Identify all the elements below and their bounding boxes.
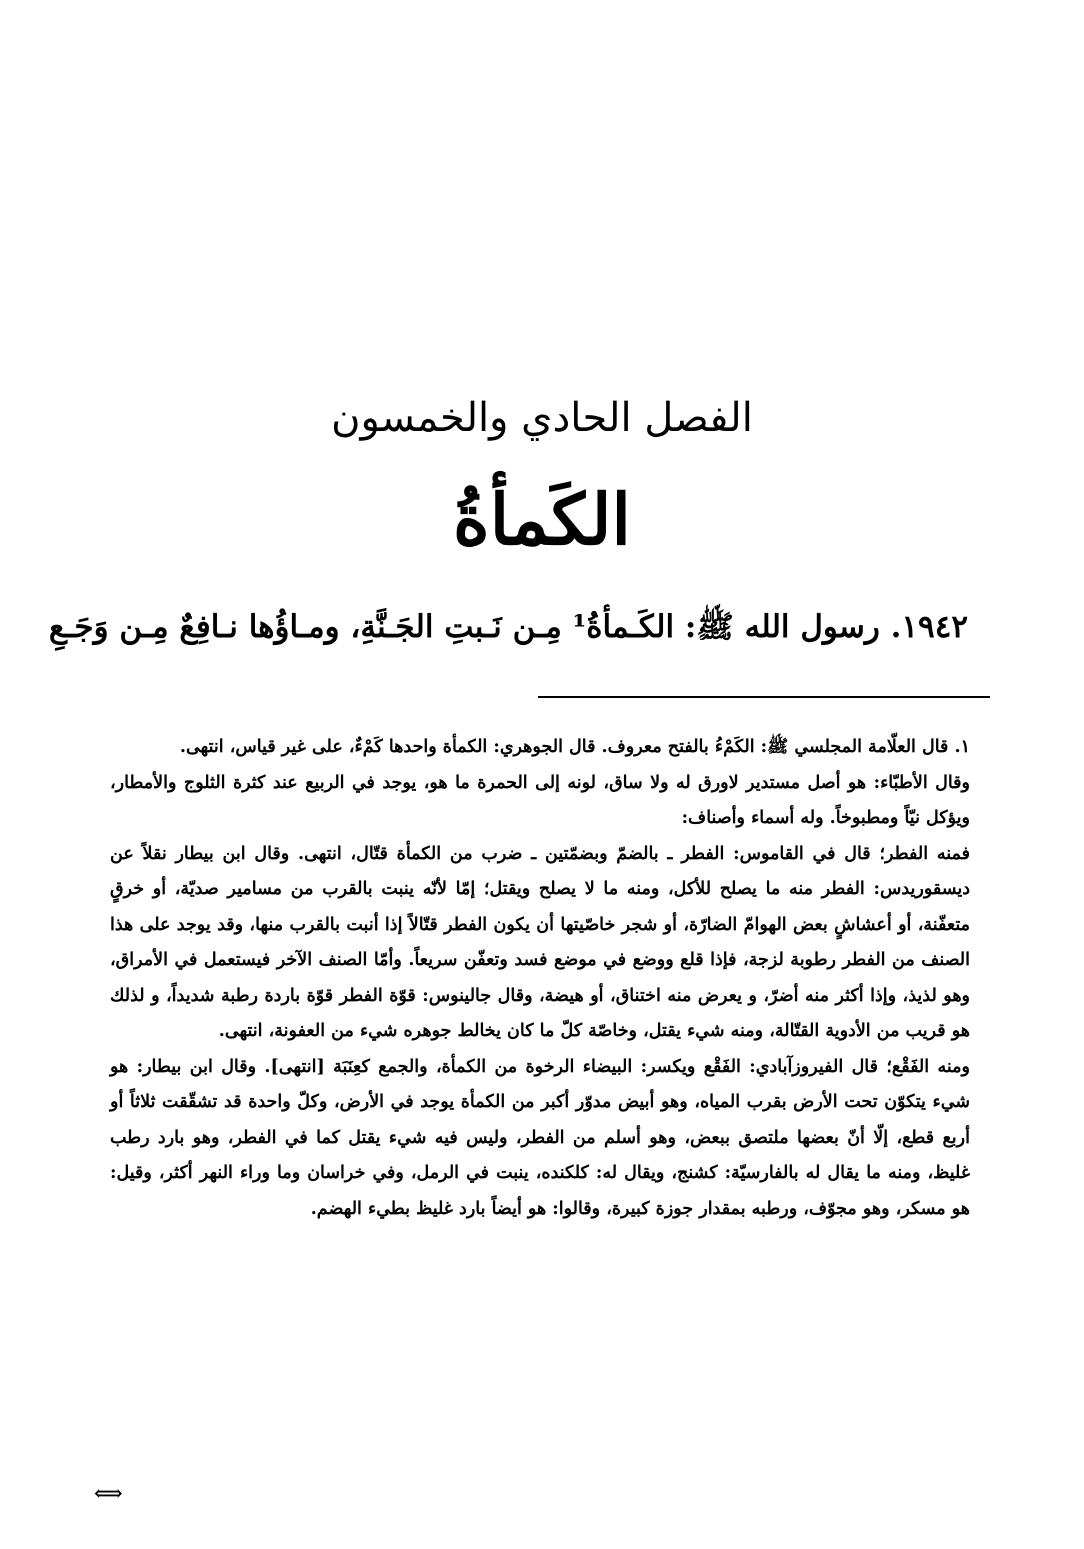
footnote-paragraph: ١. قال العلّامة المجلسي ﷺ: الكَمْءُ بالفتح معروف. قال الجوهري: الكمأة واحدها كَمْءٌ، على غير قياس، انتهى. bbox=[179, 737, 970, 757]
footnotes bbox=[110, 730, 970, 1227]
footnote-divider bbox=[538, 696, 990, 698]
chapter-title: الكَمأةُ bbox=[453, 478, 631, 561]
footnote-paragraph: فمنه الفطر؛ قال في القاموس: الفطر ـ بالضمّ وبضمّتين ـ ضرب من الكمأة قتّال، انتهى. وقال ابن بيطار نقلاً عن ديسقوريدس: الفطر منه ما يصلح للأكل، ومنه ما لا يصلح ويقتل؛ إمّا لأنّه ينبت بالقرب من مسامير صديّة، أو خرقٍ متعفّنة، أو أعشاشٍ بعض الهوامّ الضارّة، أو شجر خاصّيتها أن يكون الفطر قتّالاً إذا أنبت بالقرب منها، وقد يوجد على هذا الصنف من الفطر رطوبة لزجة، فإذا قلع ووضع في موضع فسد وتعفّن سريعاً. وأمّا الصنف الآخر فيستعمل في الأمراق، وهو لذيذ، وإذا أكثر منه أضرّ، و يعرض منه اختناق، أو هيضة، وقال جالينوس: قوّة الفطر قوّة باردة رطبة شديداً، و لذلك هو قريب من الأدوية القتّالة، ومنه شيء يقتل، وخاصّة كلّ ما كان يخالط جوهره شيء من العفونة، انتهى. bbox=[110, 843, 970, 1041]
chapter-heading: الفصل الحادي والخمسون bbox=[331, 395, 753, 441]
footnote-paragraph: ومنه الفَقْع؛ قال الفيروزآبادي: الفَقْع ويكسر: البيضاء الرخوة من الكمأة، والجمع كعِنَبَة [انتهى]. وقال ابن بيطار: هو شيء يتكوّن تحت الأرض بقرب المياه، وهو أبيض مدوّر أكبر من الكمأة يوجد في الأرض، وكلّ واحدة قد تشقّقت ثلاثاً أو أربع قطع، إلّا أنّ بعضها ملتصق ببعض، وهو أسلم من الفطر، وليس فيه شيء يقتل كما في الفطر، وهو بارد رطب غليظ، ومنه ما يقال له بالفارسيّة: كشنج، ويقال له: كلكنده، ينبت في الرمل، وفي خراسان وما وراء النهر أكثر، وقيل: هو مسكر، وهو مجوّف، ورطبه بمقدار جوزة كبيرة، وقالوا: هو أيضاً بارد غليظ بطيء الهضم. bbox=[110, 1056, 970, 1219]
footnote-paragraph: وقال الأطبّاء: هو أصل مستدير لاورق له ولا ساق، لونه إلى الحمرة ما هو، يوجد في الربيع عند كثرة الثلوج والأمطار، ويؤكل نيّاً ومطبوخاً. وله أسماء وأصناف: bbox=[110, 772, 970, 828]
hadith-text: ١٩٤٢. رسول الله ﷺ: الكَـمأةُ¹ مِـن نَـبتِ الجَـنَّةِ، ومـاؤُها نـافِعٌ مِـن وَجَـعِ bbox=[48, 609, 968, 645]
page-ornament-icon: ⟺ bbox=[94, 1481, 123, 1505]
